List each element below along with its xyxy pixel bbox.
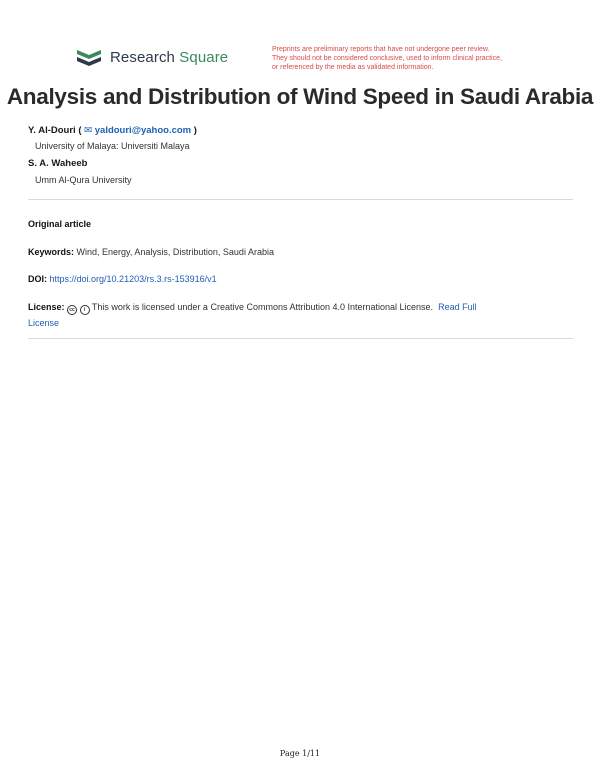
author-affiliation: University of Malaya: Universiti Malaya	[35, 141, 190, 151]
preprint-disclaimer	[272, 45, 552, 72]
divider	[28, 199, 573, 200]
keywords-value: Wind, Energy, Analysis, Distribution, Saudi Arabia	[76, 247, 274, 257]
page-number: Page 1/11	[279, 749, 321, 758]
license-row	[28, 299, 573, 331]
disclaimer-line: Preprints are preliminary reports that have not undergone peer review.	[272, 46, 490, 53]
author-1: Y. Al-Douri ( ✉ yaldouri@yahoo.com )	[28, 125, 197, 136]
keywords-label: Keywords:	[28, 247, 75, 257]
logo-square: Square	[179, 48, 229, 66]
creative-commons-icon: cc	[67, 305, 77, 315]
author-2	[28, 158, 87, 169]
envelope-icon: ✉	[84, 125, 93, 136]
disclaimer-line: They should not be considered conclusive, used to inform clinical practice,	[272, 55, 502, 62]
keywords-row	[28, 244, 573, 260]
read-full-license-link[interactable]: Read Full License	[28, 302, 477, 328]
research-square-logo-icon	[75, 47, 103, 67]
disclaimer-line: or referenced by the media as validated information.	[272, 64, 434, 71]
license-text: This work is licensed under a Creative Commons Attribution 4.0 International License.	[91, 302, 434, 312]
attribution-icon: i	[80, 305, 90, 315]
doi-row	[28, 271, 573, 287]
author-email[interactable]: yaldouri@yahoo.com	[94, 125, 192, 136]
research-square-logo[interactable]	[75, 47, 228, 67]
doi-link[interactable]: https://doi.org/10.21203/rs.3.rs-153916/v1	[49, 274, 217, 284]
logo-research: Research	[110, 48, 175, 66]
author-name: S. A. Waheeb	[28, 158, 88, 169]
paper-title: Analysis and Distribution of Wind Speed in Saudi Arabia	[6, 84, 594, 109]
license-label: License:	[28, 302, 65, 312]
author-affiliation: Umm Al-Qura University	[35, 175, 132, 185]
logo-text	[110, 49, 228, 66]
doi-label: DOI:	[28, 274, 47, 284]
author-email-link[interactable]	[84, 125, 191, 136]
author-name: Y. Al-Douri	[28, 125, 76, 136]
article-type: Original article	[28, 219, 92, 229]
divider	[28, 338, 573, 339]
